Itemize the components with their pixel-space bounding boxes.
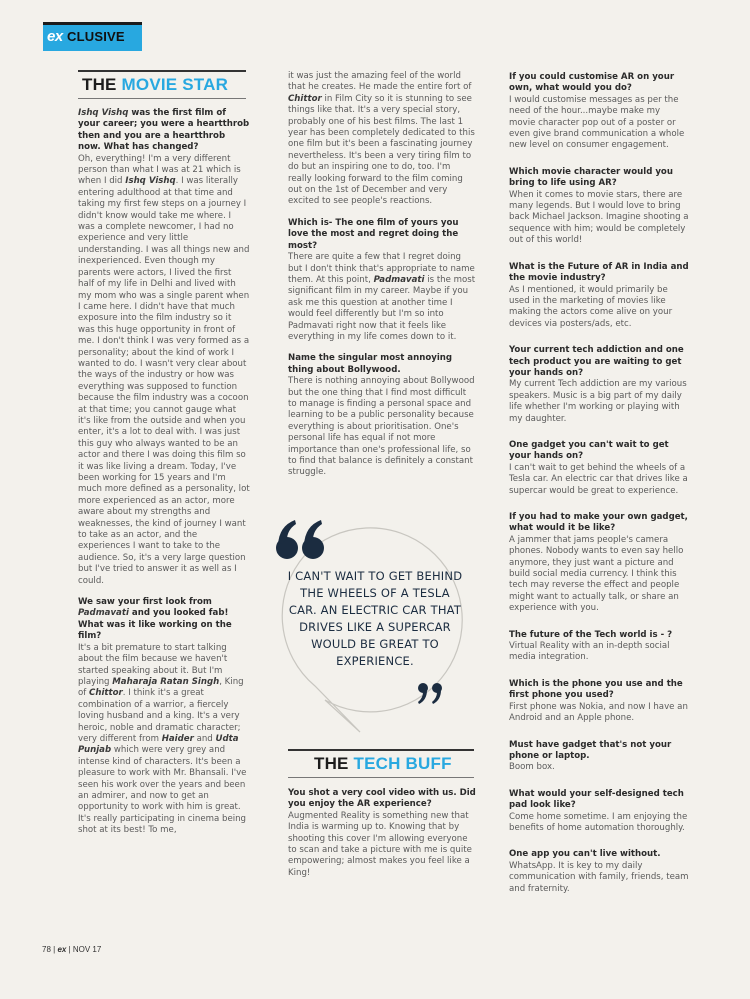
question: One gadget you can't wait to get your hands on?: [509, 439, 669, 462]
question: The future of the Tech world is - ?: [509, 629, 673, 640]
qa-block: [78, 108, 250, 587]
pull-quote: [265, 510, 485, 745]
question: One app you can't live without.: [509, 849, 661, 860]
question: You shot a very cool video with us. Did you enjoy the AR experience?: [288, 788, 476, 810]
answer: Come home sometime. I am enjoying the benefits of home automation thoroughly.: [509, 811, 688, 833]
badge-ex-logo: ex: [47, 28, 63, 45]
question: We saw your first look from Padmavati and you looked fab! What was it like working on the film?: [78, 597, 232, 642]
movie-star-heading: THE MOVIE STAR: [82, 75, 229, 94]
page-footer: 78 | ex | NOV 17: [42, 945, 102, 954]
answer: As I mentioned, it would primarily be used in the marketing of movies like making the actors come alive on your devices via posters/ads, etc.: [509, 284, 673, 329]
close-quote-icon: [418, 683, 442, 704]
title-rule-bottom: [288, 777, 474, 778]
qa-block: [509, 849, 689, 895]
qa-block: [509, 512, 689, 615]
answer: Oh, everything! I'm a very different person than what I was at 21 which is when I did Ishq Vishq. I was literally entering adulthood at that time and taking my first few steps on a journey I didn't know would take me where. I was a complete newcomer, I had no experience and very little understanding. I was all things new and inexperienced. Even though my parents were actors, I lived the first half of my life in Delhi and lived with my mom who was a single parent when I came here. I didn't have that much exposure into the film industry so it was this huge opportunity in front of me. I don't think I was very formed as a personality; about the kind of work I wanted to do. I wasn't very clear about the ways of the industry or how was everything was supposed to function because the film industry was a cocoon at that time; you cannot gauge what it's like from the outside and when you enter, it's a lot to deal with. I was just this guy who always wanted to be an actor and there I was doing this film so it was like living a dream. Today, I've been working for 15 years and I'm much more defined as a personality, lot more experienced as an actor, more aware about my strengths and weaknesses, the kind of journey I want to take as an actor, and the experiences I want to take to the audience. So, it's a very large question but I've tried to answer it as well as I could.: [78, 153, 250, 586]
qa-block: [509, 789, 689, 835]
column-1: [78, 70, 250, 847]
answer: WhatsApp. It is key to my daily communication with family, friends, team and fraternity.: [509, 860, 689, 894]
answer: Boom box.: [509, 762, 555, 773]
tech-buff-heading: THE TECH BUFF: [314, 754, 452, 773]
question: If you could customise AR on your own, what would you do?: [509, 72, 675, 94]
footer-brand: ex: [57, 945, 67, 954]
question: Which is the phone you use and the first phone you used?: [509, 678, 683, 701]
badge-text: CLUSIVE: [67, 29, 125, 44]
answer: There are quite a few that I regret doing but I don't think that's appropriate to name them. At this point, Padmavati is the most significant film in my career. Maybe if you ask me this question at another time I would feel differently but I'm so into Padmavati right now that it feels like everything in my life comes down to it.: [288, 252, 476, 342]
title-rule-bottom: [78, 98, 246, 99]
question: What is the Future of AR in India and the movie industry?: [509, 261, 689, 284]
question: If you had to make your own gadget, what would it be like?: [509, 512, 688, 534]
answer: I would customise messages as per the need of the hour...maybe make my movie character pop out of a poster or even give brand communication a whole new level on consumer engagement.: [509, 94, 685, 151]
issue-date: NOV 17: [72, 945, 102, 954]
qa-block: [288, 218, 476, 343]
answer: Virtual Reality with an in-depth social media integration.: [509, 641, 670, 663]
qa-block: [509, 345, 689, 425]
title-rule-top: [288, 749, 474, 751]
open-quote-icon: [276, 520, 324, 559]
column-3: [509, 72, 689, 910]
question: Your current tech addiction and one tech product you are waiting to get your hands on?: [509, 345, 684, 378]
qa-block: [509, 740, 689, 774]
qa-block: [78, 597, 250, 837]
question: Which movie character would you bring to life using AR?: [509, 166, 673, 189]
question: Which is- The one film of yours you love the most and regret doing the most?: [288, 217, 459, 251]
answer: It's a bit premature to start talking about the film because we haven't started speaking about it. But I'm playing Maharaja Ratan Singh, King of Chittor. I think it's a great combination of a warrior, a fiercely loving husband and a king. It's a very heroic, noble and dramatic character; very different from Haider and Udta Punjab which were very grey and intense kind of characters. It's been a pleasure to work with Mr. Bhansali. I've seen his work over the years and been an admirer, and now to get an opportunity to work with him is great. It's really participating in cinema being shot at its best! To me,: [78, 642, 247, 836]
exclusive-badge: [43, 22, 142, 51]
question: What would your self-designed tech pad look like?: [509, 788, 684, 811]
answer: There is nothing annoying about Bollywood but the one thing that I find most difficult to manage is finding a personal space and learning to be a public personality because everything is about prioritisation. One's personal life has equal if not more importance than one's professional life, so to find that balance is definitely a constant struggle.: [288, 376, 475, 478]
page-number: 78: [42, 945, 51, 954]
answer: First phone was Nokia, and now I have an Android and an Apple phone.: [509, 701, 688, 724]
answer: Augmented Reality is something new that India is warming up to. Knowing that by shooting this cover I'm allowing everyone to scan and take a picture with me is quite empowering; almost makes you feel like a King!: [288, 810, 472, 878]
title-rule-top: [78, 70, 246, 72]
qa-block: [509, 630, 689, 664]
qa-block: [509, 262, 689, 330]
answer: A jammer that jams people's camera phones. Nobody wants to even say hello anymore, they just want a picture and build social media currency. I think this tech may reverse the effect and people might want to actually talk, or share an experience with you.: [509, 534, 684, 614]
qa-block: [509, 72, 689, 152]
column-2: [288, 71, 476, 489]
qa-block: [509, 440, 689, 497]
question: Ishq Vishq was the first film of your career; you were a heartthrob then and you are a heartthrob now. What has changed?: [78, 108, 250, 153]
tech-buff-section: [288, 749, 476, 889]
answer: When it comes to movie stars, there are many legends. But I would love to bring back Michael Jackson. Imagine shooting a sequence with him; would be completely out of this world!: [509, 189, 689, 246]
qa-block: [509, 167, 689, 247]
qa-block: [509, 679, 689, 725]
qa-block: [288, 353, 476, 478]
answer: My current Tech addiction are my various speakers. Music is a big part of my daily life whether I'm working or playing with my daughter.: [509, 379, 687, 424]
question: Name the singular most annoying thing about Bollywood.: [288, 353, 453, 375]
qa-block: [288, 788, 476, 879]
paragraph: it was just the amazing feel of the world that he creates. He made the entire fort of Chittor in Film City so it is stunning to see things like that. It's a very special story, probably one of his best films. The last 1 year has been completely dedicated to this one film but it's been a fascinating journey nevertheless. It's been a very tiring film to do but an inspiring one to do, too. I'm really looking forward to the film coming out on the 1st of December and very excited to see people's reactions.: [288, 71, 475, 207]
question: Must have gadget that's not your phone or laptop.: [509, 739, 672, 761]
pull-quote-text: I CAN'T WAIT TO GET BEHIND THE WHEELS OF A TESLA CAR. AN ELECTRIC CAR THAT DRIVES LIKE A SUPERCAR WOULD BE GREAT TO EXPERIENCE.: [287, 569, 463, 668]
answer: I can't wait to get behind the wheels of a Tesla car. An electric car that drives like a supercar would be great to experience.: [509, 462, 688, 496]
